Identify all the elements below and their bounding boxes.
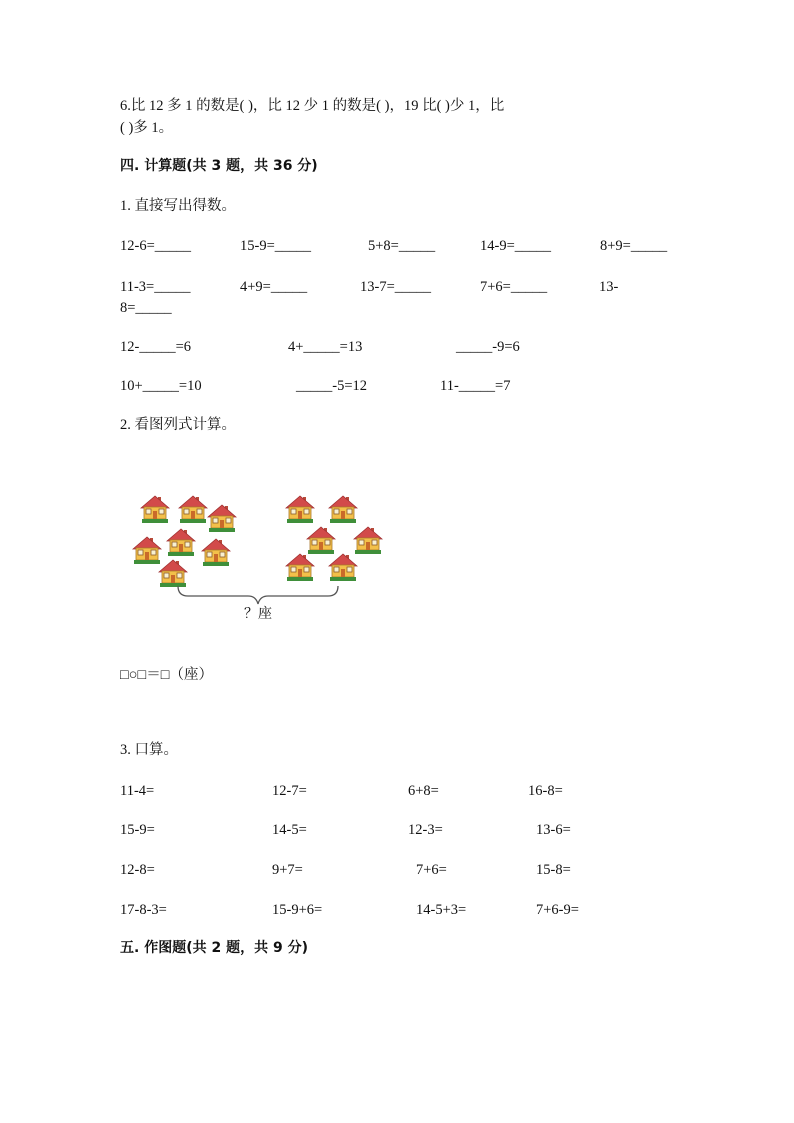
oral-item: 17-8-3= <box>120 902 167 918</box>
oral-item: 12-8= <box>120 862 155 878</box>
p1-item: 12-6=_____ <box>120 238 192 254</box>
p1-item: 11-3=_____ <box>120 279 191 295</box>
section4-title: 四. 计算题(共 3 题，共 36 分) <box>120 158 318 174</box>
oral-item: 16-8= <box>528 783 563 799</box>
oral-item: 6+8= <box>408 783 439 799</box>
p1-item: 10+_____=10 <box>120 378 202 394</box>
oral-item: 13-6= <box>536 822 571 838</box>
oral-item: 11-4= <box>120 783 155 799</box>
oral-item: 15-9+6= <box>272 902 323 918</box>
p2-formula: □○□＝□（座） <box>120 667 214 683</box>
oral-item: 7+6= <box>416 862 447 878</box>
p1-item-wrap: 8=_____ <box>120 300 172 316</box>
oral-item: 7+6-9= <box>536 902 579 918</box>
oral-item: 12-3= <box>408 822 443 838</box>
figure-label: ？座 <box>244 607 272 622</box>
p1-item: _____-5=12 <box>296 378 368 394</box>
p1-item: 13- <box>599 279 619 295</box>
oral-item: 14-5+3= <box>416 902 467 918</box>
q6-line1: 6.比 12 多 1 的数是( )，比 12 少 1 的数是( )，19 比( )少 1，比 <box>120 98 505 114</box>
section5-title: 五. 作图题(共 2 题，共 9 分) <box>120 940 308 956</box>
p1-item: _____-9=6 <box>456 339 520 355</box>
oral-item: 9+7= <box>272 862 303 878</box>
oral-item: 15-9= <box>120 822 155 838</box>
p1-item: 15-9=_____ <box>240 238 312 254</box>
p1-item: 4+9=_____ <box>240 279 308 295</box>
oral-item: 15-8= <box>536 862 571 878</box>
p1-item: 8+9=_____ <box>600 238 668 254</box>
houses-figure <box>120 488 392 623</box>
oral-item: 14-5= <box>272 822 307 838</box>
oral-item: 12-7= <box>272 783 307 799</box>
p1-item: 11-_____=7 <box>440 378 511 394</box>
q6-line2: ( )多 1。 <box>120 120 174 136</box>
p1-item: 13-7=_____ <box>360 279 432 295</box>
p1-item: 12-_____=6 <box>120 339 192 355</box>
p2-title: 2. 看图列式计算。 <box>120 417 236 433</box>
p1-item: 4+_____=13 <box>288 339 363 355</box>
p1-item: 14-9=_____ <box>480 238 552 254</box>
p1-title: 1. 直接写出得数。 <box>120 198 236 214</box>
brace <box>120 488 392 623</box>
p1-item: 7+6=_____ <box>480 279 548 295</box>
p1-item: 5+8=_____ <box>368 238 436 254</box>
p3-title: 3. 口算。 <box>120 742 178 758</box>
